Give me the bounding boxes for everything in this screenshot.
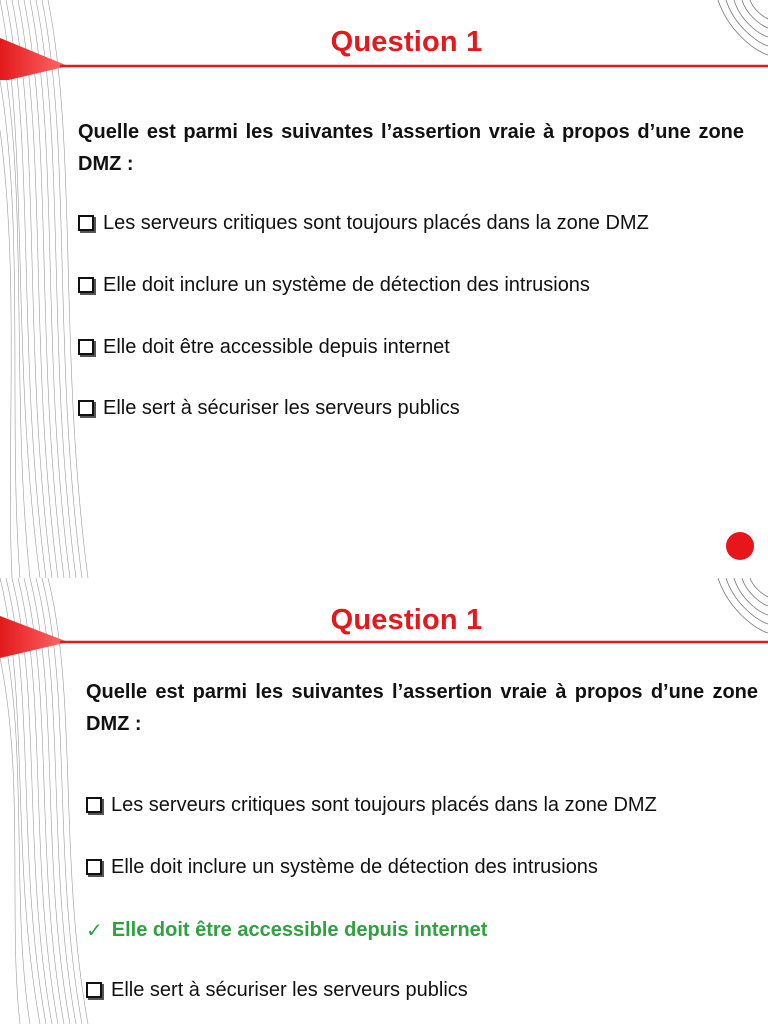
option-label: Elle sert à sécuriser les serveurs publics — [103, 397, 460, 419]
checkbox-icon[interactable] — [86, 797, 102, 813]
checkbox-icon[interactable] — [78, 215, 94, 231]
slide-2 — [0, 578, 768, 1024]
option-2[interactable] — [86, 856, 598, 879]
question-text: Quelle est parmi les suivantes l’assertion vraie à propos d’une zone DMZ : — [86, 681, 758, 735]
option-4[interactable] — [86, 979, 468, 1002]
question-text: Quelle est parmi les suivantes l’assertion vraie à propos d’une zone DMZ : — [78, 121, 744, 175]
option-1[interactable] — [86, 794, 657, 817]
checkbox-icon[interactable] — [78, 400, 94, 416]
option-1[interactable] — [78, 212, 649, 235]
wave-lines-decoration — [0, 0, 90, 578]
checkbox-icon[interactable] — [78, 277, 94, 293]
option-3[interactable] — [78, 336, 450, 359]
checkbox-icon[interactable] — [78, 339, 94, 355]
option-label: Les serveurs critiques sont toujours placés dans la zone DMZ — [111, 794, 657, 816]
option-label: Elle doit être accessible depuis internet — [111, 919, 488, 941]
option-label: Elle doit inclure un système de détection des intrusions — [103, 274, 590, 296]
slide-title: Question 1 — [330, 604, 483, 636]
red-dot-icon — [726, 532, 754, 560]
option-label: Elle doit inclure un système de détection des intrusions — [111, 856, 598, 878]
option-2[interactable] — [78, 274, 590, 297]
slide-title: Question 1 — [330, 26, 483, 58]
option-label: Les serveurs critiques sont toujours placés dans la zone DMZ — [103, 212, 649, 234]
checkmark-icon: ✓ — [86, 920, 103, 942]
option-4[interactable] — [78, 397, 460, 420]
option-3-correct[interactable] — [86, 918, 487, 943]
option-label: Elle doit être accessible depuis internet — [103, 336, 450, 358]
checkbox-icon[interactable] — [86, 982, 102, 998]
checkbox-icon[interactable] — [86, 859, 102, 875]
option-label: Elle sert à sécuriser les serveurs publics — [111, 979, 468, 1001]
